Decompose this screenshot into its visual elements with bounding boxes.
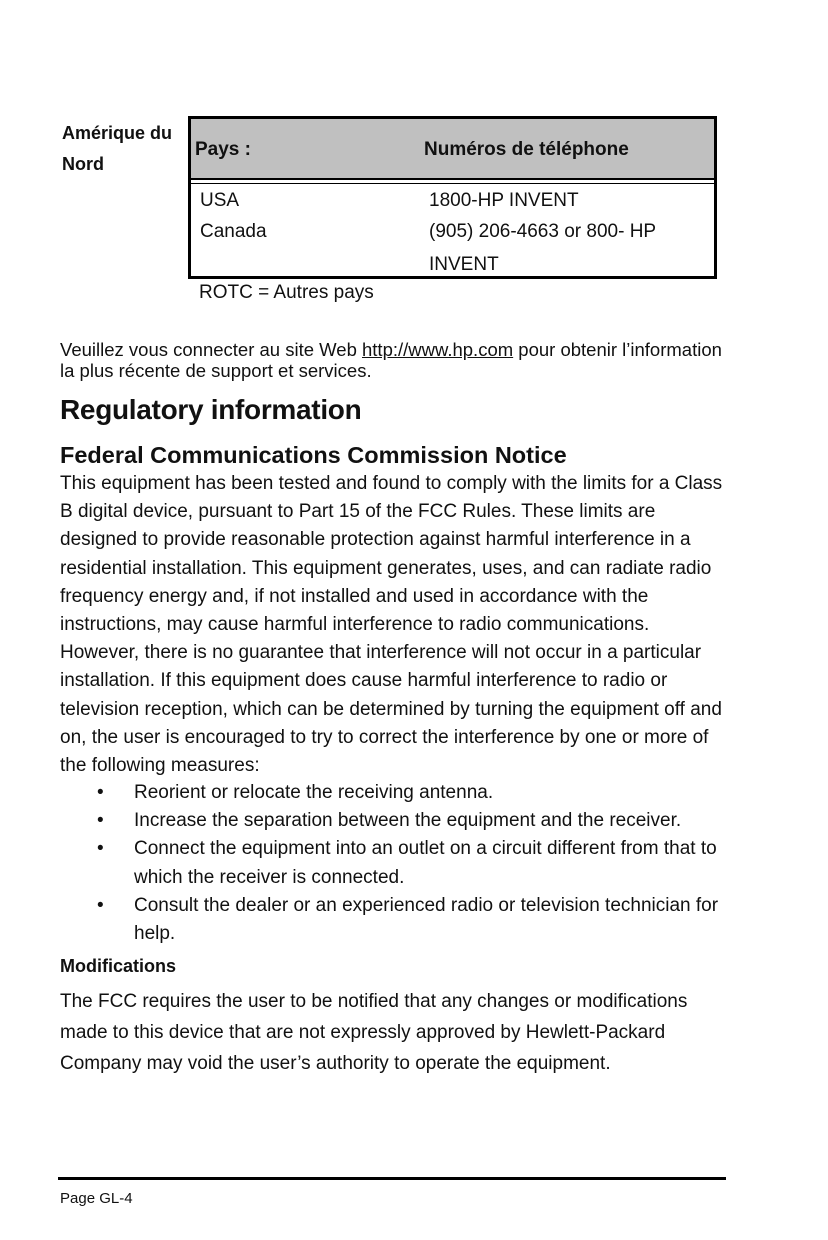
table-note: ROTC = Autres pays: [199, 282, 374, 303]
list-item-text: Reorient or relocate the receiving antenna.: [134, 782, 494, 803]
list-item-text: Connect the equipment into an outlet on a circuit different from that to which the receiver is connected.: [134, 838, 717, 888]
list-item: [60, 835, 730, 891]
header-country: Pays :: [195, 139, 251, 160]
country-cell: USA: [200, 190, 240, 211]
country-cell: Canada: [200, 221, 267, 242]
region-label-line2: Nord: [62, 154, 104, 174]
website-text-before: Veuillez vous connecter au site Web: [60, 339, 362, 360]
region-label: [62, 118, 172, 180]
fcc-title: Federal Communications Commission Notice: [60, 442, 567, 468]
header-phone: Numéros de téléphone: [424, 139, 629, 160]
website-paragraph: [60, 339, 740, 381]
list-item: [60, 807, 730, 835]
list-item: [60, 892, 730, 948]
support-phone-table: [188, 116, 717, 279]
bullet-icon: •: [97, 782, 104, 803]
phone-cell: (905) 206-4663 or 800- HP INVENT: [429, 221, 656, 275]
list-item: [60, 779, 730, 807]
modifications-title: Modifications: [60, 956, 176, 976]
bullet-icon: •: [97, 894, 104, 916]
section-title: Regulatory information: [60, 394, 362, 425]
website-text-after: pour obtenir l’information la plus récente de support et services.: [60, 339, 722, 381]
website-link[interactable]: http://www.hp.com: [362, 339, 514, 360]
measures-list: [60, 779, 730, 948]
list-item-text: Increase the separation between the equipment and the receiver.: [134, 810, 682, 832]
bullet-icon: •: [97, 810, 104, 832]
modifications-body: The FCC requires the user to be notified that any changes or modifications made to this device that are not expressly approved by Hewlett-Packard Company may void the user’s authority to operate the equipment.: [60, 991, 688, 1074]
footer-divider: [58, 1177, 726, 1180]
fcc-body: This equipment has been tested and found to comply with the limits for a Class B digital device, pursuant to Part 15 of the FCC Rules. These limits are designed to provide reasonable protection against harmful interference in a residential installation. This equipment generates, uses, and can radiate radio frequency energy and, if not installed and used in accordance with the instructions, may cause harmful interference to radio communications. However, there is no guarantee that interference will not occur in a particular installation. If this equipment does cause harmful interference to radio or television reception, which can be determined by turning the equipment off and on, the user is encouraged to try to correct the interference by one or more of the following measures:: [60, 473, 723, 777]
list-item-text: Consult the dealer or an experienced radio or television technician for help.: [134, 894, 719, 945]
table-header: [191, 119, 714, 180]
page-number: Page GL-4: [60, 1190, 133, 1207]
phone-cell: 1800-HP INVENT: [429, 190, 579, 211]
bullet-icon: •: [97, 838, 104, 860]
region-label-line1: Amérique du: [62, 123, 173, 143]
